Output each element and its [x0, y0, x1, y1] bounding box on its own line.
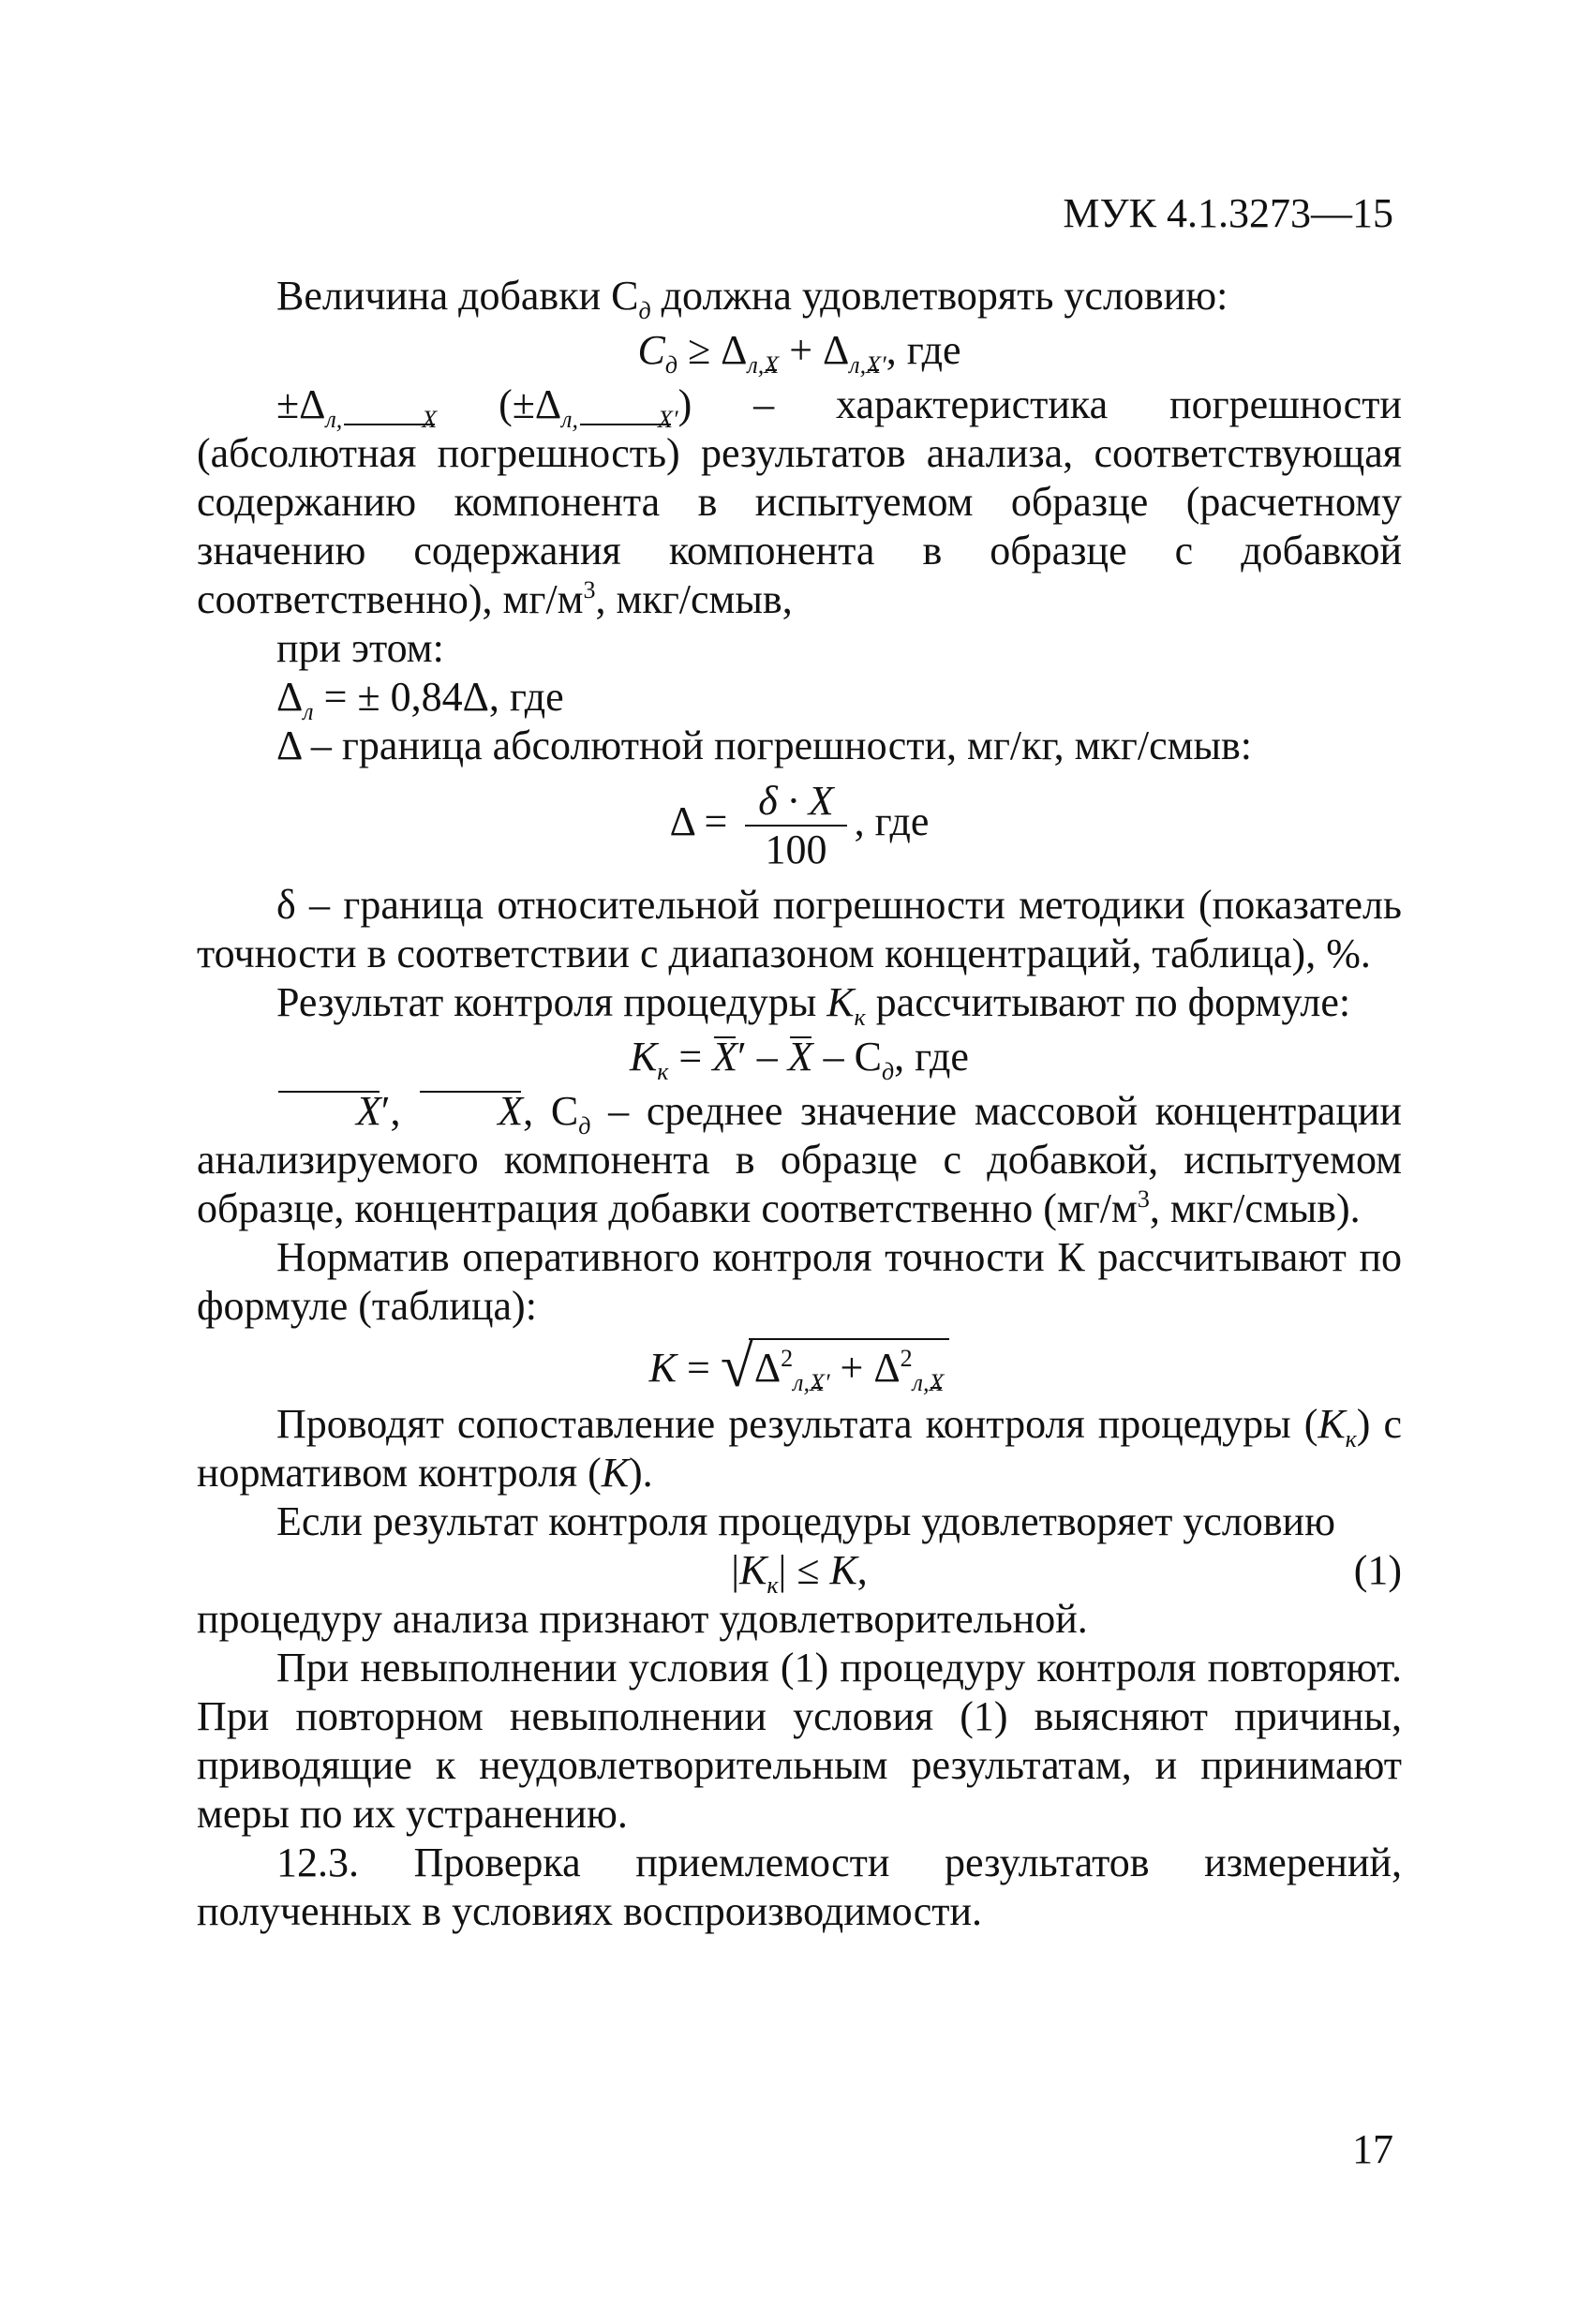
paragraph-comparison	[197, 1400, 1402, 1497]
superscript: 3	[583, 576, 596, 603]
paragraph-relative-error: δ – граница относительной погрешности методики (показатель точности в соответствии с диапазоном концентраций, таблица), %.	[197, 882, 1402, 976]
subscript: д	[578, 1112, 591, 1140]
subscript-text: л,	[849, 351, 867, 379]
line-where: при этом:	[276, 625, 444, 671]
formula-operator: =	[668, 1034, 713, 1080]
text-segment: Величина добавки С	[276, 273, 639, 319]
formula-symbol: К	[630, 1034, 658, 1080]
subscript-text: л,	[793, 1369, 810, 1396]
fraction-denominator: 100	[765, 827, 827, 872]
paragraph-mean-values	[197, 1087, 1402, 1233]
paragraph-error-characteristic	[197, 380, 1402, 624]
formula-symbol: К	[601, 1450, 630, 1496]
text-segment: Результат контроля процедуры	[276, 979, 827, 1025]
subscript: л, X	[325, 406, 438, 433]
formula-operator: |	[731, 1547, 740, 1593]
subscript: л,X	[747, 351, 780, 379]
formula-operator: + Δ	[779, 327, 850, 373]
text-segment: ) – характеристика погрешности (абсолютная погрешность) результатов анализа, соответствующая содержанию компонента в испытуемом образце (расчетному значению содержания компонента в образце с добавкой соответственно), мг/м	[197, 381, 1402, 622]
formula-operator: – С	[812, 1034, 883, 1080]
formula-symbol: Δ	[753, 1345, 782, 1391]
text-segment: – среднее значение массовой концентрации анализируемого компонента в образце с добавкой, испытуемом образце, концентрация добавки соответственно (мг/м	[197, 1088, 1402, 1231]
text-segment: рассчитывают по формуле:	[865, 979, 1351, 1025]
subscript: д	[664, 351, 677, 379]
paragraph-repeat-control: При невыполнении условия (1) процедуру контроля повторяют. При повторном невыполнении условия (1) выясняют причины, приводящие к неудовлетворительным результатам, и принимают меры по их устранению.	[197, 1645, 1402, 1837]
page-number: 17	[1352, 2126, 1393, 2172]
formula-operator: =	[676, 1345, 721, 1391]
square-root	[720, 1333, 950, 1399]
formula-symbol: К	[739, 1547, 767, 1593]
subscript: л, X′	[561, 406, 678, 433]
text-segment: ±Δ	[276, 381, 326, 427]
subscript: к	[854, 1004, 866, 1031]
text-segment: (±Δ	[437, 381, 562, 427]
formula-operator: | ≤	[778, 1547, 830, 1593]
paragraph-if-condition: Если результат контроля процедуры удовлетворяет условию	[276, 1498, 1335, 1544]
formula-control-result	[197, 1033, 1402, 1085]
formula-symbol: K	[648, 1345, 677, 1391]
formula-standard-k	[197, 1333, 1402, 1399]
fraction-numerator: δ · X	[745, 778, 846, 827]
paragraph-section-12-3: 12.3. Проверка приемлемости результатов измерений, полученных в условиях воспроизводимости.	[197, 1840, 1402, 1934]
paragraph-control-result	[197, 978, 1402, 1031]
subscript: к	[657, 1058, 669, 1085]
overline-x: X	[418, 1087, 523, 1136]
subscript-text: л,	[747, 351, 765, 379]
text-segment: , С	[523, 1088, 579, 1134]
page-body	[197, 272, 1402, 1936]
subscript: л,X	[912, 1369, 945, 1396]
subscript-text: л,	[912, 1369, 930, 1396]
formula-tail: , где	[854, 798, 930, 845]
radical-sign: √	[720, 1333, 753, 1399]
formula-symbol: С	[637, 327, 665, 373]
subscript: к	[767, 1572, 779, 1599]
prime-mark: ′	[380, 1088, 391, 1134]
formula-operator: ≥ Δ	[677, 327, 748, 373]
subscript: д	[882, 1058, 895, 1085]
superscript: 2	[900, 1345, 913, 1372]
subscript: л,X′	[849, 351, 886, 379]
formula-additive-condition	[197, 326, 1402, 379]
formula-symbol: К	[1318, 1401, 1346, 1447]
paragraph-standard-k: Норматив оперативного контроля точности К рассчитывают по формуле (таблица):	[197, 1234, 1402, 1329]
subscript-text: л,	[561, 406, 579, 433]
text-segment: должна удовлетворять условию:	[650, 273, 1228, 319]
document-code-header: МУК 4.1.3273—15	[1063, 190, 1393, 236]
formula-tail: ,	[856, 1547, 868, 1593]
formula-tail: , где	[886, 327, 961, 373]
text-segment: Проводят сопоставление результата контроля процедуры (	[276, 1401, 1318, 1447]
overline-x: X	[787, 1034, 813, 1080]
subscript: к	[1345, 1425, 1357, 1452]
line-delta-l-definition	[197, 673, 1402, 725]
equation-number: (1)	[1353, 1547, 1402, 1593]
prime-mark: ′	[737, 1034, 747, 1080]
paragraph-additive-condition	[197, 272, 1402, 324]
formula-condition-1	[197, 1546, 1402, 1599]
formula-lhs: Δ =	[669, 798, 738, 845]
text-segment: Δ	[276, 674, 304, 720]
superscript: 2	[781, 1345, 794, 1372]
subscript-text: л,	[325, 406, 343, 433]
text-segment: ) с нормативом контроля (	[197, 1401, 1402, 1496]
formula-operator: –	[746, 1034, 788, 1080]
radicand	[749, 1338, 950, 1396]
superscript: 3	[1137, 1185, 1150, 1213]
text-segment: , мкг/смыв).	[1149, 1185, 1361, 1231]
subscript: д	[638, 297, 651, 324]
formula-symbol: К	[826, 979, 855, 1025]
text-segment: ,	[390, 1088, 419, 1134]
formula-operator: + Δ	[829, 1345, 901, 1391]
text-segment: ).	[629, 1450, 653, 1496]
formula-symbol: К	[829, 1547, 857, 1593]
paragraph-satisfactory: процедуру анализа признают удовлетворительной.	[197, 1596, 1088, 1642]
overline-x: X	[712, 1034, 738, 1080]
text-segment: , мкг/смыв,	[595, 576, 793, 622]
line-delta-definition: Δ – граница абсолютной погрешности, мг/кг, мкг/смыв:	[276, 723, 1253, 768]
subscript: л,X′	[793, 1369, 830, 1396]
fraction	[745, 778, 846, 873]
text-segment: = ± 0,84Δ, где	[313, 674, 564, 720]
overline-x: X	[276, 1087, 381, 1136]
formula-delta	[197, 778, 1402, 873]
subscript: л	[303, 698, 314, 725]
formula-tail: , где	[894, 1034, 969, 1080]
